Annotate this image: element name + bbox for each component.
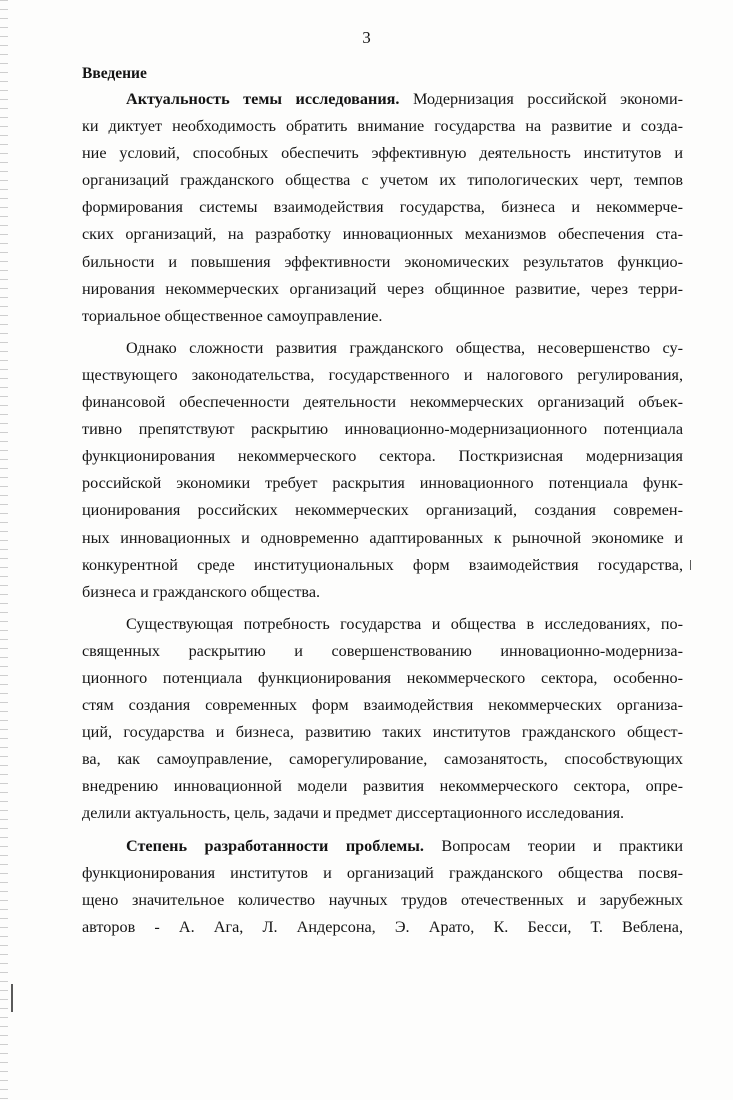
text-line: формирования системы взаимодействия государства, бизнеса и некоммерче- (82, 198, 683, 217)
text-line: ва, как самоуправление, саморегулирование, самозанятость, способствующих (82, 750, 683, 769)
paragraph-development (82, 833, 683, 941)
text-line: тивно препятствуют раскрытию инновационно-модернизационного потенциала (82, 420, 683, 439)
bold-lead: Актуальность темы исследования. (126, 90, 400, 108)
text-span: Модернизация российской экономи- (399, 90, 683, 108)
paragraph-need (82, 611, 683, 828)
bold-lead: Степень разработанности проблемы. (126, 836, 424, 855)
text-line: ционирования российских некоммерческих организаций, создания современ- (82, 501, 683, 520)
text-line: ных инновационных и одновременно адаптированных к рыночной экономике и (82, 528, 683, 547)
text-line: щено значительное количество научных трудов отечественных и зарубежных (82, 890, 683, 909)
paragraph-difficulties (82, 335, 683, 606)
text-line: Существующая потребность государства и общества в исследованиях, по- (126, 614, 683, 633)
text-line: российской экономики требует раскрытия инновационного потенциала функ- (82, 474, 683, 493)
text-line (82, 833, 683, 860)
page-number: 3 (362, 28, 371, 47)
text-line: бильности и повышения эффективности экономических результатов функцио- (82, 252, 683, 271)
text-line: нирования некоммерческих организаций через общинное развитие, через терри- (82, 279, 683, 298)
text-line: организаций гражданского общества с учетом их типологических черт, темпов (82, 171, 683, 190)
text-line: стям создания современных форм взаимодействия некоммерческих организа- (82, 696, 683, 715)
document-body (82, 62, 683, 946)
text-line: священных раскрытию и совершенствованию инновационно-модерниза- (82, 641, 683, 660)
text-span: Вопросам теории и практики (423, 836, 684, 855)
text-line: ки диктует необходимость обратить внимание государства на развитие и созда- (82, 117, 683, 136)
scan-mark (690, 560, 691, 570)
text-line: функционирования некоммерческого сектора. Посткризисная модернизация (82, 447, 683, 466)
text-line: Однако сложности развития гражданского общества, несовершенство су- (126, 338, 683, 357)
scan-edge-artifact (0, 0, 8, 1100)
text-line: ций, государства и бизнеса, развитию таких институтов гражданского общест- (82, 723, 683, 742)
text-line: бизнеса и гражданского общества. (82, 582, 321, 601)
text-line: ционного потенциала функционирования некоммерческого сектора, особенно- (82, 668, 683, 687)
text-line: ние условий, способных обеспечить эффективную деятельность институтов и (82, 144, 683, 163)
text-line: ских организаций, на разработку инновационных механизмов обеспечения ста- (82, 225, 683, 244)
text-line (82, 86, 683, 113)
text-line: конкурентной среде институциональных форм взаимодействия государства, (82, 555, 683, 574)
section-heading: Введение (82, 65, 147, 82)
text-line: делили актуальность, цель, задачи и предмет диссертационного исследования. (82, 804, 625, 823)
text-line: внедрению инновационной модели развития некоммерческого сектора, опре- (82, 777, 683, 796)
text-line: финансовой обеспеченности деятельности некоммерческих организаций объек- (82, 393, 683, 412)
paragraph-relevance (82, 86, 683, 330)
text-line: ществующего законодательства, государственного и налогового регулирования, (82, 365, 683, 384)
text-line: ториальное общественное самоуправление. (82, 306, 383, 325)
text-line: функционирования институтов и организаций гражданского общества посвя- (82, 863, 683, 882)
scan-mark (11, 984, 13, 1012)
text-line: авторов - А. Ага, Л. Андерсона, Э. Арато, К. Бесси, Т. Веблена, (82, 917, 683, 936)
